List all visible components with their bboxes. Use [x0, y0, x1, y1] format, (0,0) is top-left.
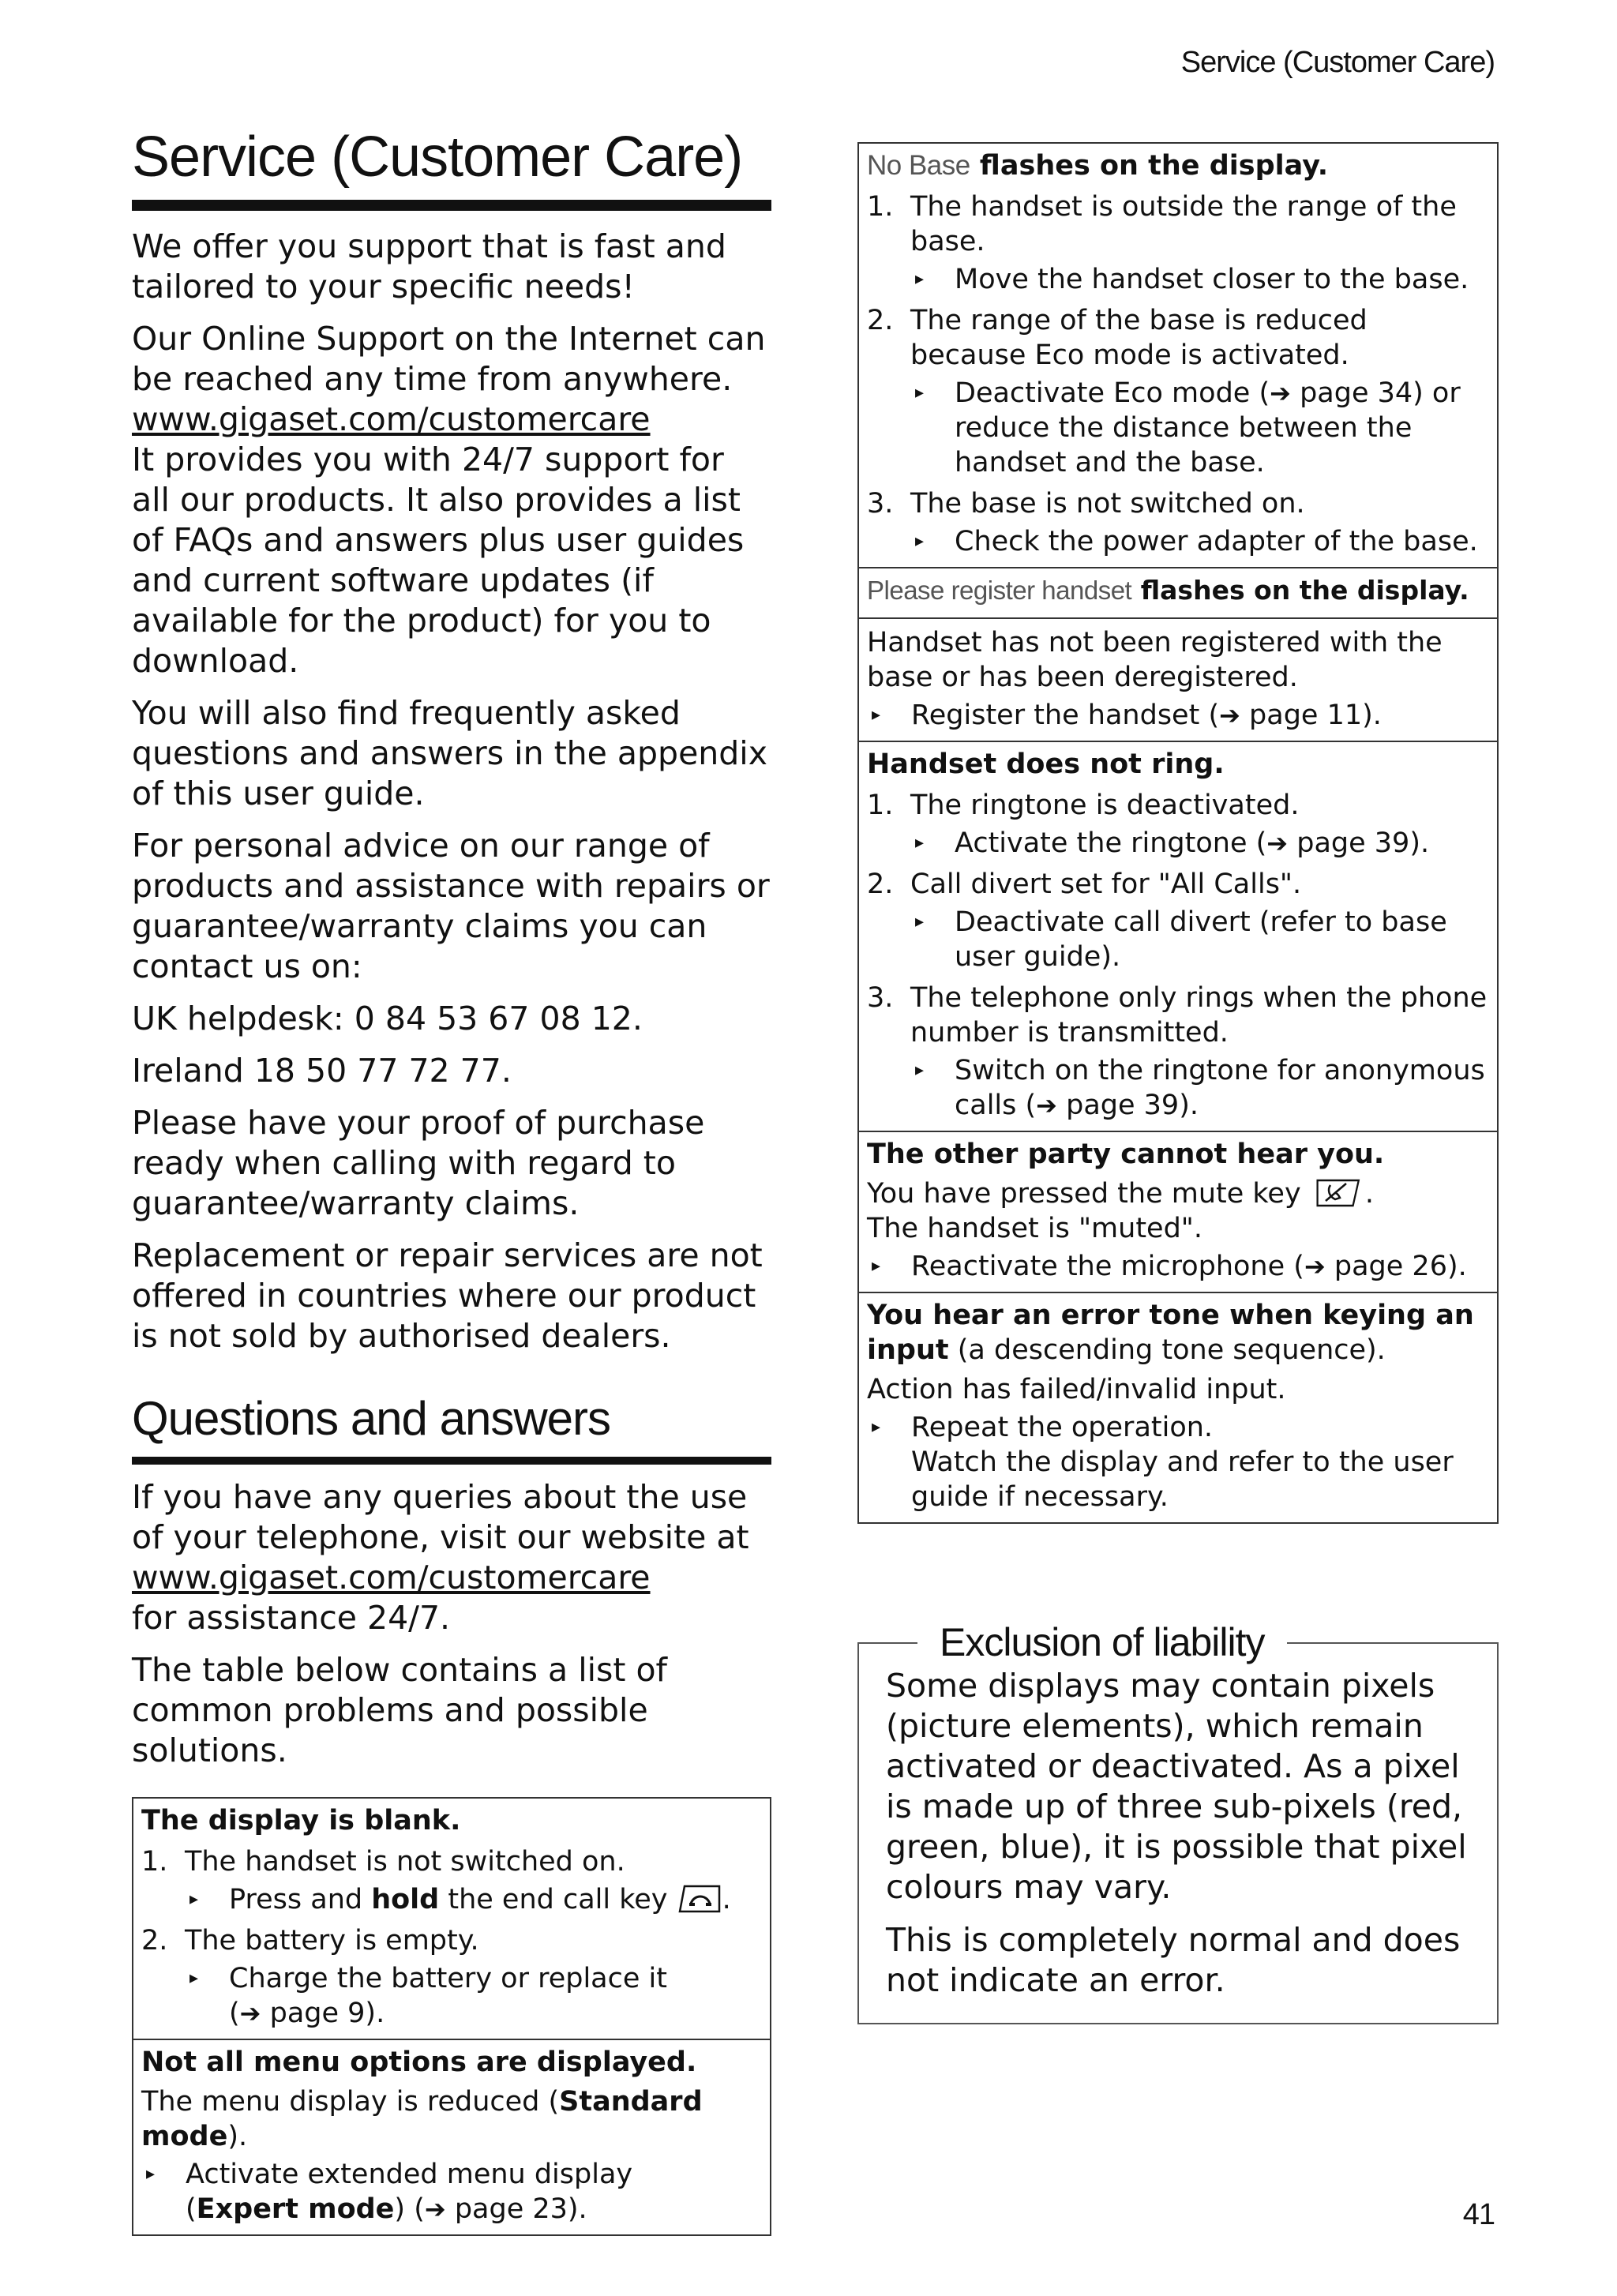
solution-step: ▸ Charge the battery or replace it (➔ page 9). — [141, 1961, 763, 2031]
faq-menu-options: Not all menu options are displayed. The menu display is reduced (Standard mode). ▸ Activate extended menu display (Expert mode) (➔ page 23). — [133, 2039, 770, 2234]
page-title: Service (Customer Care) — [132, 126, 771, 211]
bullet-triangle-icon: ▸ — [146, 2164, 156, 2185]
bullet-triangle-icon: ▸ — [872, 705, 881, 725]
right-column — [857, 142, 1499, 2024]
solution-step: ▸ Press and hold the end call key . — [141, 1882, 763, 1917]
faq-error-tone: You hear an error tone when keying an input (a descending tone sequence). Action has failed/invalid input. ▸ Repeat the operation. Watch the display and refer to the user guide if necessary. — [859, 1292, 1497, 1522]
intro-paragraph: We offer you support that is fast and tailored to your specific needs! — [132, 227, 726, 306]
faq-table-right — [857, 142, 1499, 1524]
proof-of-purchase-paragraph: Please have your proof of purchase ready when calling with regard to guarantee/warranty claims. — [132, 1104, 705, 1223]
faq-question: Handset does not ring. — [867, 748, 1225, 780]
running-header: Service (Customer Care) — [1180, 46, 1495, 79]
faq-display-blank — [133, 1799, 770, 2039]
liability-paragraph-2: This is completely normal and does not indicate an error. — [886, 1921, 1461, 1999]
qa-table-intro: The table below contains a list of common problems and possible solutions. — [132, 1651, 667, 1770]
solution-step: ▸ Register the handset (➔ page 11). — [867, 698, 1491, 733]
solution-step: ▸ Repeat the operation. Watch the display and refer to the user guide if necessary. — [867, 1410, 1491, 1514]
solution-step: ▸ Deactivate Eco mode (➔ page 34) or reduce the distance between the handset and the base. — [867, 376, 1491, 480]
support-details-paragraph: It provides you with 24/7 support for all our products. It also provides a list of FAQs and answers plus user guides and current software updates (if available for the product) for you to download. — [132, 441, 745, 681]
solution-step: ▸ Move the handset closer to the base. — [867, 262, 1491, 297]
solution-step: ▸ Switch on the ringtone for anonymous calls (➔ page 39). — [867, 1053, 1491, 1123]
bullet-triangle-icon: ▸ — [872, 1417, 881, 1437]
left-column — [132, 126, 771, 2236]
page-ref-arrow-icon: ➔ — [1266, 828, 1289, 858]
online-support-paragraph: Our Online Support on the Internet can be reached any time from anywhere. www.gigaset.com/customercare — [132, 320, 766, 439]
end-call-key-icon — [677, 1883, 722, 1915]
solution-step: ▸ Reactivate the microphone (➔ page 26). — [867, 1249, 1491, 1284]
ireland-helpdesk: Ireland 18 50 77 72 77. — [132, 1052, 512, 1090]
qa-website-paragraph: If you have any queries about the use of your telephone, visit our website at www.gigaset.com/customercare for assistance 24/7. — [132, 1478, 749, 1638]
customercare-link[interactable]: www.gigaset.com/customercare — [132, 400, 651, 439]
bullet-triangle-icon: ▸ — [915, 269, 925, 289]
replacement-paragraph: Replacement or repair services are not offered in countries where our product is not sold by authorised dealers. — [132, 1236, 763, 1356]
faq-question: No Base flashes on the display. — [867, 150, 1329, 182]
bullet-triangle-icon: ▸ — [915, 912, 925, 932]
uk-helpdesk: UK helpdesk: 0 84 53 67 08 12. — [132, 1000, 643, 1038]
faq-question: The other party cannot hear you. — [867, 1139, 1385, 1170]
solution-step: ▸ Deactivate call divert (refer to base user guide). — [867, 905, 1491, 974]
display-text: No Base — [867, 150, 970, 181]
faq-register-handset — [859, 567, 1497, 617]
personal-advice-paragraph: For personal advice on our range of products and assistance with repairs or guarantee/warranty claims you can contact us on: — [132, 827, 770, 986]
bullet-triangle-icon: ▸ — [915, 1060, 925, 1080]
faq-no-base: No Base flashes on the display. 1. The handset is outside the range of the base. ▸ Move the handset closer to the base. 2. The range of the base is reduced because Eco mode is activated. ▸ Deactivate Eco mode (➔ page 34) or reduce the distance between the handset and the base. 3. The base is not switched on. ▸ Check the power adapter of the base. — [859, 144, 1497, 567]
page-ref-arrow-icon: ➔ — [1219, 700, 1240, 730]
bullet-triangle-icon: ▸ — [915, 531, 925, 551]
qa-heading: Questions and answers — [132, 1390, 771, 1465]
faq-question: You hear an error tone when keying an input (a descending tone sequence). — [867, 1300, 1474, 1366]
faq-question: Not all menu options are displayed. — [141, 2047, 697, 2079]
bullet-triangle-icon: ▸ — [915, 383, 925, 403]
page-number: 41 — [1462, 2198, 1495, 2231]
bullet-triangle-icon: ▸ — [189, 1889, 199, 1910]
bullet-triangle-icon: ▸ — [915, 833, 925, 853]
page-ref-arrow-icon: ➔ — [1304, 1251, 1326, 1281]
solution-step: ▸ Check the power adapter of the base. — [867, 524, 1491, 559]
mute-key-icon — [1310, 1177, 1365, 1209]
bullet-triangle-icon: ▸ — [189, 1968, 199, 1989]
page-ref-arrow-icon: ➔ — [424, 2194, 446, 2225]
faq-no-ring: Handset does not ring. 1. The ringtone is deactivated. ▸ Activate the ringtone (➔ page 39). 2. Call divert set for "All Calls". ▸ Deactivate call divert (refer to base user guide). 3. The telephone only rings when the phone number is transmitted. ▸ Switch on the ringtone for anonymous calls (➔ page 39). — [859, 741, 1497, 1131]
qa-customercare-link[interactable]: www.gigaset.com/customercare — [132, 1559, 651, 1597]
bullet-triangle-icon: ▸ — [872, 1256, 881, 1276]
liability-paragraph-1: Some displays may contain pixels (picture elements), which remain activated or deactivated. As a pixel is made up of three sub-pixels (red, green, blue), it is possible that pixel colours may vary. — [886, 1667, 1467, 1906]
cause-item: 1. The handset is not switched on. — [141, 1846, 625, 1878]
faq-register-answer: Handset has not been registered with the base or has been deregistered. ▸ Register the handset (➔ page 11). — [859, 617, 1497, 741]
solution-step: ▸ Activate the ringtone (➔ page 39). — [867, 826, 1491, 861]
solution-step: ▸ Activate extended menu display (Expert mode) (➔ page 23). — [141, 2157, 763, 2227]
page-ref-arrow-icon: ➔ — [1270, 378, 1291, 408]
faq-question: The display is blank. — [141, 1805, 461, 1837]
liability-box — [857, 1620, 1499, 2024]
page-ref-arrow-icon: ➔ — [239, 1998, 261, 2029]
page-ref-arrow-icon: ➔ — [1036, 1090, 1057, 1120]
liability-title: Exclusion of liability — [917, 1620, 1287, 1664]
cause-item: 2. The battery is empty. — [141, 1925, 479, 1957]
faq-paragraph: You will also find frequently asked questions and answers in the appendix of this user guide. — [132, 694, 767, 813]
faq-cannot-hear: The other party cannot hear you. You have pressed the mute key . The handset is "muted". ▸ Reactivate the microphone (➔ page 26). — [859, 1131, 1497, 1292]
faq-question: Please register handset flashes on the display. — [867, 575, 1469, 606]
display-text: Please register handset — [867, 576, 1132, 605]
faq-table-left — [132, 1797, 771, 2236]
